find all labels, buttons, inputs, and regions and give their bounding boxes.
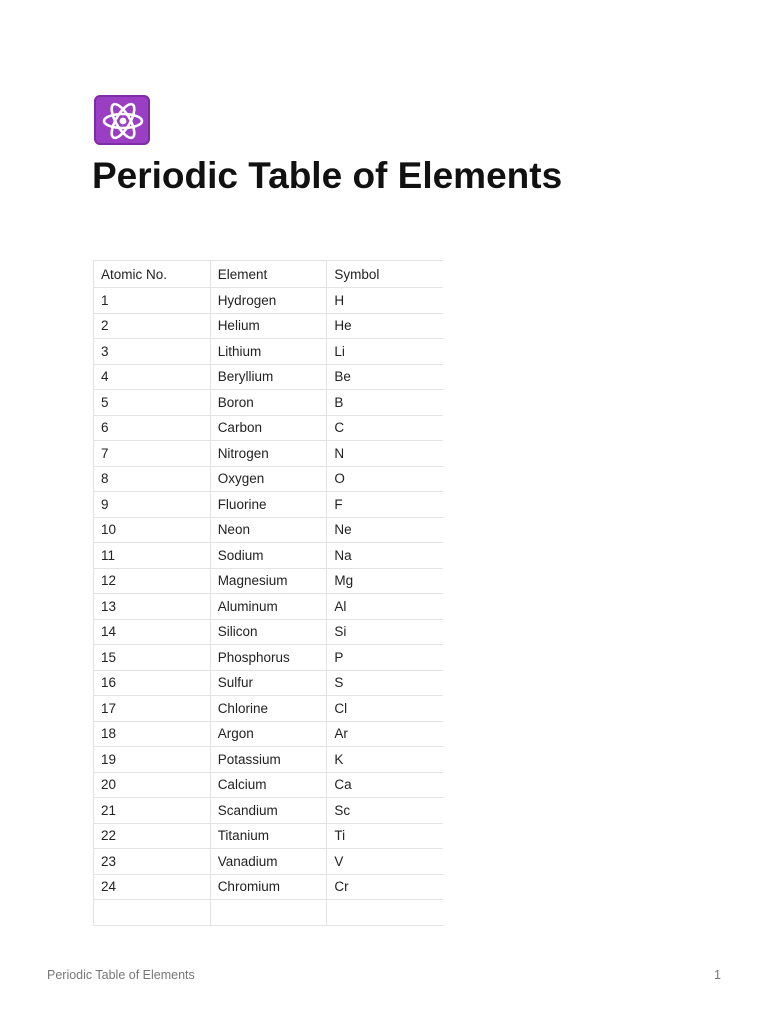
table-row <box>94 441 444 467</box>
cell-atomic-number[interactable]: 3 <box>94 339 211 365</box>
cell-atomic-number[interactable]: 19 <box>94 747 211 773</box>
cell-atomic-number[interactable]: 16 <box>94 670 211 696</box>
cell-element-name[interactable]: Argon <box>210 721 327 747</box>
table-row <box>94 849 444 875</box>
table-row <box>94 415 444 441</box>
table-row <box>94 466 444 492</box>
cell-element-name[interactable]: Lithium <box>210 339 327 365</box>
column-header-atomic-number[interactable]: Atomic No. <box>94 261 211 288</box>
cell-symbol[interactable]: Sc <box>327 798 443 824</box>
cell-atomic-number[interactable]: 21 <box>94 798 211 824</box>
table-row <box>94 390 444 416</box>
cell-atomic-number[interactable]: 11 <box>94 543 211 569</box>
cell-atomic-number[interactable]: 5 <box>94 390 211 416</box>
cell-element-name[interactable]: Scandium <box>210 798 327 824</box>
cell-element-name[interactable]: Titanium <box>210 823 327 849</box>
elements-table <box>93 260 443 926</box>
table-row <box>94 721 444 747</box>
cell-element-name[interactable]: Nitrogen <box>210 441 327 467</box>
cell-element-name[interactable] <box>210 900 327 926</box>
table-row <box>94 619 444 645</box>
table-row <box>94 798 444 824</box>
cell-element-name[interactable]: Carbon <box>210 415 327 441</box>
cell-symbol[interactable]: C <box>327 415 443 441</box>
cell-atomic-number[interactable]: 6 <box>94 415 211 441</box>
page-title: Periodic Table of Elements <box>92 155 563 196</box>
table-row <box>94 517 444 543</box>
cell-atomic-number[interactable]: 24 <box>94 874 211 900</box>
cell-atomic-number[interactable]: 18 <box>94 721 211 747</box>
cell-atomic-number[interactable]: 9 <box>94 492 211 518</box>
cell-atomic-number[interactable]: 1 <box>94 288 211 314</box>
cell-symbol[interactable]: He <box>327 313 443 339</box>
cell-atomic-number[interactable]: 14 <box>94 619 211 645</box>
table-row <box>94 313 444 339</box>
cell-atomic-number[interactable]: 12 <box>94 568 211 594</box>
cell-symbol[interactable]: H <box>327 288 443 314</box>
table-row <box>94 364 444 390</box>
cell-symbol[interactable]: F <box>327 492 443 518</box>
cell-atomic-number[interactable]: 7 <box>94 441 211 467</box>
cell-atomic-number[interactable]: 2 <box>94 313 211 339</box>
page-number: 1 <box>714 968 721 982</box>
cell-atomic-number[interactable]: 17 <box>94 696 211 722</box>
cell-symbol[interactable]: Na <box>327 543 443 569</box>
cell-atomic-number[interactable]: 15 <box>94 645 211 671</box>
cell-atomic-number[interactable]: 13 <box>94 594 211 620</box>
cell-element-name[interactable]: Phosphorus <box>210 645 327 671</box>
table-row <box>94 900 444 926</box>
cell-symbol[interactable]: S <box>327 670 443 696</box>
cell-symbol[interactable]: N <box>327 441 443 467</box>
cell-element-name[interactable]: Chlorine <box>210 696 327 722</box>
cell-symbol[interactable]: O <box>327 466 443 492</box>
table-row <box>94 747 444 773</box>
cell-element-name[interactable]: Oxygen <box>210 466 327 492</box>
table-row <box>94 696 444 722</box>
cell-atomic-number[interactable]: 23 <box>94 849 211 875</box>
cell-symbol[interactable] <box>327 900 443 926</box>
table-row <box>94 823 444 849</box>
cell-element-name[interactable]: Potassium <box>210 747 327 773</box>
table-row <box>94 594 444 620</box>
cell-element-name[interactable]: Hydrogen <box>210 288 327 314</box>
cell-atomic-number[interactable]: 20 <box>94 772 211 798</box>
table-row <box>94 772 444 798</box>
cell-element-name[interactable]: Sodium <box>210 543 327 569</box>
column-header-symbol[interactable]: Symbol <box>327 261 443 288</box>
cell-element-name[interactable]: Silicon <box>210 619 327 645</box>
cell-element-name[interactable]: Chromium <box>210 874 327 900</box>
cell-atomic-number[interactable]: 10 <box>94 517 211 543</box>
cell-symbol[interactable]: Ar <box>327 721 443 747</box>
cell-element-name[interactable]: Fluorine <box>210 492 327 518</box>
cell-symbol[interactable]: Al <box>327 594 443 620</box>
table-header-row <box>94 261 444 288</box>
cell-atomic-number[interactable] <box>94 900 211 926</box>
cell-element-name[interactable]: Vanadium <box>210 849 327 875</box>
cell-symbol[interactable]: Ne <box>327 517 443 543</box>
atom-icon <box>94 95 150 145</box>
footer-document-title: Periodic Table of Elements <box>47 968 195 982</box>
table-row <box>94 670 444 696</box>
atom-icon-graphic <box>99 98 147 144</box>
cell-element-name[interactable]: Boron <box>210 390 327 416</box>
table-row <box>94 645 444 671</box>
cell-symbol[interactable]: Be <box>327 364 443 390</box>
cell-symbol[interactable]: Li <box>327 339 443 365</box>
cell-element-name[interactable]: Aluminum <box>210 594 327 620</box>
cell-atomic-number[interactable]: 22 <box>94 823 211 849</box>
cell-symbol[interactable]: Ca <box>327 772 443 798</box>
cell-symbol[interactable]: B <box>327 390 443 416</box>
table-row <box>94 543 444 569</box>
cell-element-name[interactable]: Sulfur <box>210 670 327 696</box>
cell-element-name[interactable]: Helium <box>210 313 327 339</box>
table-row <box>94 339 444 365</box>
cell-symbol[interactable]: Ti <box>327 823 443 849</box>
cell-atomic-number[interactable]: 8 <box>94 466 211 492</box>
cell-symbol[interactable]: Cr <box>327 874 443 900</box>
cell-symbol[interactable]: V <box>327 849 443 875</box>
cell-symbol[interactable]: Si <box>327 619 443 645</box>
table-row <box>94 288 444 314</box>
cell-symbol[interactable]: Mg <box>327 568 443 594</box>
cell-element-name[interactable]: Magnesium <box>210 568 327 594</box>
cell-element-name[interactable]: Neon <box>210 517 327 543</box>
cell-symbol[interactable]: P <box>327 645 443 671</box>
elements-table-container <box>93 260 443 935</box>
cell-symbol[interactable]: Cl <box>327 696 443 722</box>
cell-element-name[interactable]: Beryllium <box>210 364 327 390</box>
table-row <box>94 568 444 594</box>
cell-element-name[interactable]: Calcium <box>210 772 327 798</box>
cell-atomic-number[interactable]: 4 <box>94 364 211 390</box>
column-header-element[interactable]: Element <box>210 261 327 288</box>
cell-symbol[interactable]: K <box>327 747 443 773</box>
table-row <box>94 874 444 900</box>
table-row <box>94 492 444 518</box>
